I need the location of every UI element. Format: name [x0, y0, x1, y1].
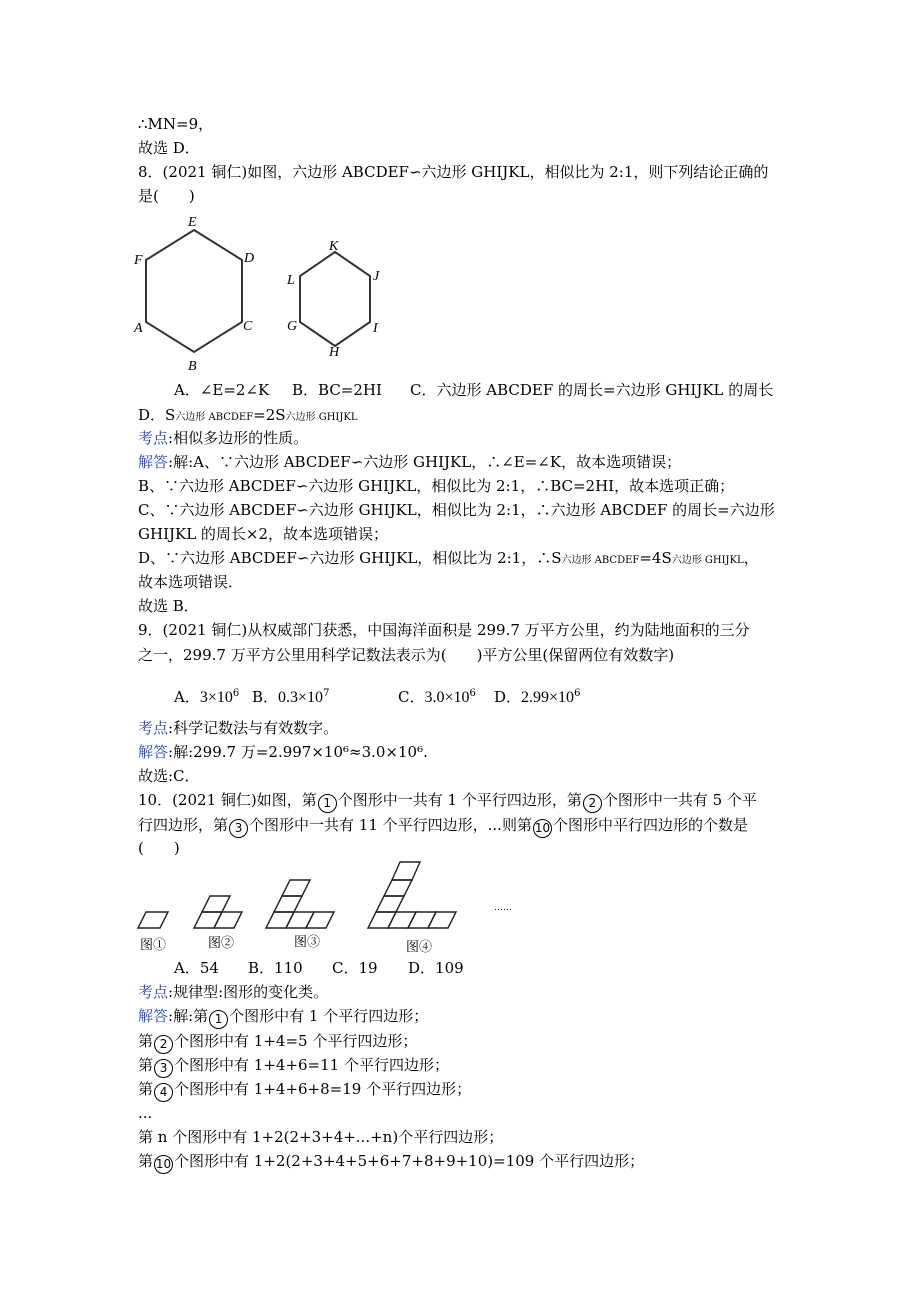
q9-option-d: D．$2.99\times 10^6$ — [494, 688, 581, 706]
vertex-label: F — [134, 253, 143, 268]
kaodian-label: 考点 — [138, 719, 169, 737]
question-8-stem: 8．(2021 铜仁)如图，六边形 ABCDEF∽六边形 GHIJKL，相似比为 2:1，则下列结论正确的 — [138, 163, 769, 181]
question-9-stem-cont: 之一，299.7 万平方公里用科学记数法表示为( )平方公里(保留两位有效数字) — [138, 646, 675, 664]
vertex-label: H — [329, 345, 340, 360]
question-10-stem: 10．(2021 铜仁)如图，第 1 个图形中一共有 1 个平行四边形，第 2 个图形中一共有 5 个平 — [138, 790, 757, 812]
figure-label: 图② — [208, 935, 235, 950]
q10-step-4: 第 4 个图形中有 1+4+6+8=19 个平行四边形； — [138, 1079, 471, 1101]
text-line: ∴MN=9， — [138, 115, 214, 133]
q8-jieda-c: C、∵六边形 ABCDEF∽六边形 GHIJKL，相似比为 2:1，∴六边形 ABCDEF 的周长=六边形 — [138, 501, 775, 519]
kaodian-label: 考点 — [138, 983, 169, 1001]
jieda-label: 解答 — [138, 743, 169, 761]
q9-jieda: 解答:解:299.7 万=2.997×10⁶≈3.0×10⁶. — [138, 743, 428, 761]
q10-step-3: 第 3 个图形中有 1+4+6=11 个平行四边形； — [138, 1055, 449, 1077]
q8-jieda-c-cont: GHIJKL 的周长×2，故本选项错误； — [138, 525, 389, 543]
figure-ellipsis: …… — [494, 902, 512, 912]
vertex-label: I — [373, 321, 378, 336]
figure-label: 图① — [140, 937, 167, 952]
q8-option-d: D．S六边形 ABCDEF=2S六边形 GHIJKL — [138, 406, 358, 424]
q10-kaodian: 考点:规律型:图形的变化类。 — [138, 983, 329, 1001]
jieda-label: 解答 — [138, 453, 169, 471]
q8-jieda-d: D、∵六边形 ABCDEF∽六边形 GHIJKL，相似比为 2:1，∴S六边形 ABCDEF=4S六边形 GHIJKL， — [138, 549, 759, 567]
q8-option-a: A．∠E=2∠K — [174, 381, 270, 399]
q10-option-b: B．110 — [248, 959, 303, 977]
q10-dots: ... — [138, 1104, 153, 1122]
hexagon-abcdef — [146, 230, 242, 352]
vertex-label: D — [244, 251, 255, 266]
jieda-label: 解答 — [138, 1007, 169, 1025]
vertex-label: E — [188, 215, 197, 230]
question-10-stem-cont2: ( ) — [138, 839, 180, 857]
vertex-label: K — [329, 239, 339, 254]
question-8-stem-cont: 是( ) — [138, 187, 195, 205]
vertex-label: J — [373, 269, 380, 284]
q10-option-d: D．109 — [408, 959, 464, 977]
figure-label: 图③ — [294, 934, 321, 949]
parallelogram-sequence-figure — [130, 858, 530, 956]
hexagon-ghijkl — [300, 252, 370, 346]
q10-jieda: 解答:解:第 1 个图形中有 1 个平行四边形； — [138, 1006, 428, 1028]
vertex-label: C — [243, 319, 253, 334]
q8-jieda-d-cont: 故本选项错误． — [138, 573, 244, 591]
q8-option-b: B．BC=2HI — [292, 381, 382, 399]
q9-option-b: B．$0.3\times 10^7$ — [252, 688, 330, 706]
figure-label: 图④ — [406, 939, 433, 954]
vertex-label: A — [134, 321, 143, 336]
q10-option-c: C．19 — [332, 959, 378, 977]
q9-kaodian: 考点:科学记数法与有效数字。 — [138, 719, 339, 737]
q10-step-n: 第 n 个图形中有 1+2(2+3+4+...+n)个平行四边形； — [138, 1128, 504, 1146]
q10-option-a: A．54 — [174, 959, 219, 977]
q8-jieda: 解答:解:A、∵六边形 ABCDEF∽六边形 GHIJKL，∴∠E=∠K，故本选项错误； — [138, 453, 682, 471]
kaodian-label: 考点 — [138, 429, 169, 447]
text-line: 故选 D． — [138, 139, 200, 157]
q8-option-c: C．六边形 ABCDEF 的周长=六边形 GHIJKL 的周长 — [410, 381, 774, 399]
q9-option-c: C．$3.0\times 10^6$ — [398, 688, 476, 706]
q8-kaodian: 考点:相似多边形的性质。 — [138, 429, 309, 447]
q9-option-a: A．$3\times 10^6$ — [174, 688, 240, 706]
q8-answer: 故选 B． — [138, 597, 199, 615]
hexagon-figure — [130, 208, 400, 378]
q8-jieda-b: B、∵六边形 ABCDEF∽六边形 GHIJKL，相似比为 2:1，∴BC=2HI，故本选项正确； — [138, 477, 735, 495]
q10-step-10: 第 10 个图形中有 1+2(2+3+4+5+6+7+8+9+10)=109 个平行四边形； — [138, 1151, 644, 1173]
q9-answer: 故选:C． — [138, 767, 200, 785]
vertex-label: L — [287, 273, 295, 288]
question-10-stem-cont: 行四边形，第 3 个图形中一共有 11 个平行四边形，...则第 10 个图形中平行四边形的个数是 — [138, 815, 748, 837]
q10-step-2: 第 2 个图形中有 1+4=5 个平行四边形； — [138, 1031, 417, 1053]
question-9-stem: 9．(2021 铜仁)从权威部门获悉，中国海洋面积是 299.7 万平方公里，约为陆地面积的三分 — [138, 621, 750, 639]
vertex-label: B — [188, 359, 197, 374]
vertex-label: G — [287, 319, 298, 334]
